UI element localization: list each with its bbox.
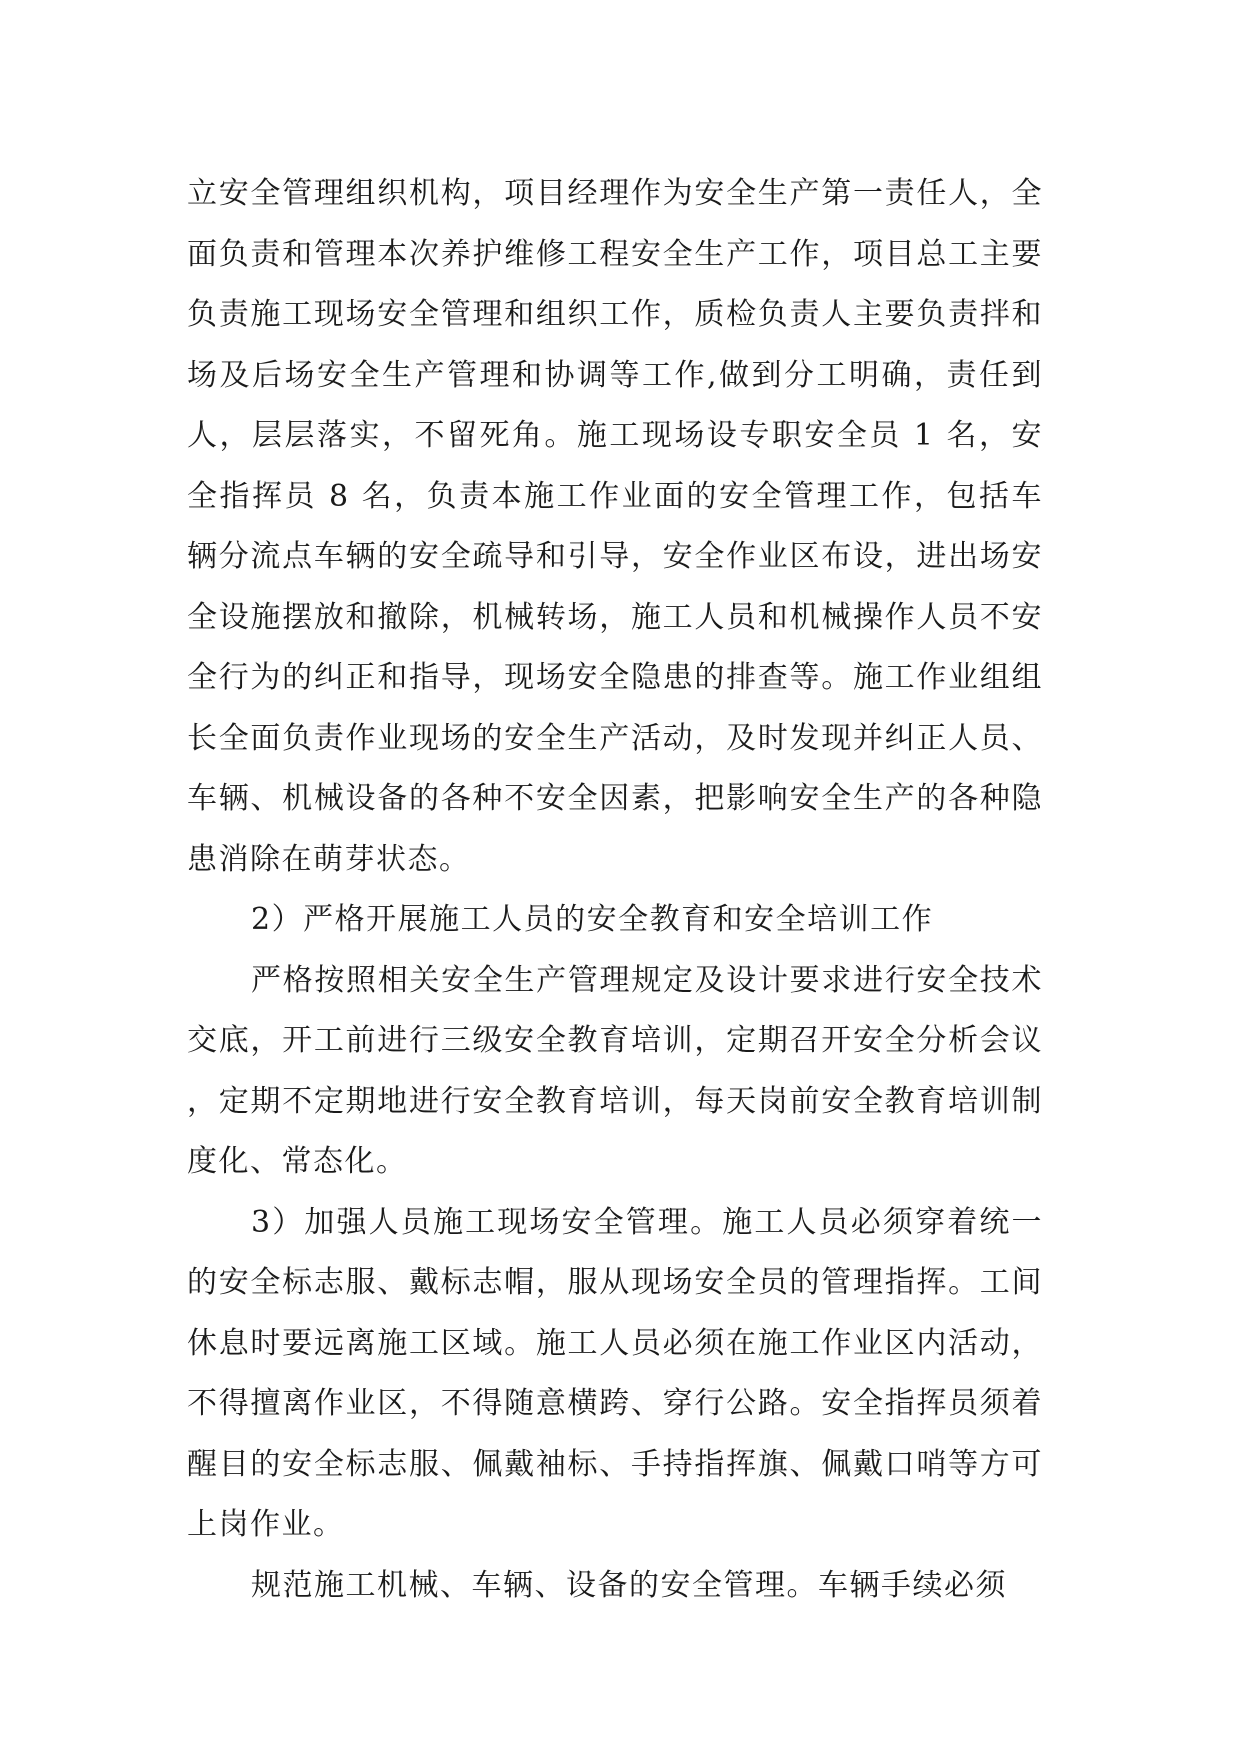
paragraph-safety-organization: 立安全管理组织机构，项目经理作为安全生产第一责任人，全面负责和管理本次养护维修工程安全生产工作，项目总工主要负责施工现场安全管理和组织工作，质检负责人主要负责拌和场及后场安全生产管理和协调等工作,做到分工明确，责任到人，层层落实，不留死角。施工现场设专职安全员 1 名，安全指挥员 8 名，负责本施工作业面的安全管理工作，包括车辆分流点车辆的安全疏导和引导，安全作业区布设，进出场安全设施摆放和撤除，机械转场，施工人员和机械操作人员不安全行为的纠正和指导，现场安全隐患的排查等。施工作业组组长全面负责作业现场的安全生产活动，及时发现并纠正人员、车辆、机械设备的各种不安全因素，把影响安全生产的各种隐患消除在萌芽状态。 xyxy=(187,176,1043,877)
document-body xyxy=(187,164,1043,1616)
paragraph-heading-safety-training: 2）严格开展施工人员的安全教育和安全培训工作 xyxy=(251,902,934,937)
paragraph-machinery-safety-management: 规范施工机械、车辆、设备的安全管理。车辆手续必须 xyxy=(251,1567,1007,1603)
paragraph-safety-training: 严格按照相关安全生产管理规定及设计要求进行安全技术交底，开工前进行三级安全教育培训，定期召开安全分析会议，定期不定期地进行安全教育培训，每天岗前安全教育培训制度化、常态化。 xyxy=(187,962,1043,1179)
paragraph-personnel-safety-management: 3）加强人员施工现场安全管理。施工人员必须穿着统一的安全标志服、戴标志帽，服从现场安全员的管理指挥。工间休息时要远离施工区域。施工人员必须在施工作业区内活动，不得擅离作业区，不得随意横跨、穿行公路。安全指挥员须着醒目的安全标志服、佩戴袖标、手持指挥旗、佩戴口哨等方可上岗作业。 xyxy=(187,1204,1043,1542)
